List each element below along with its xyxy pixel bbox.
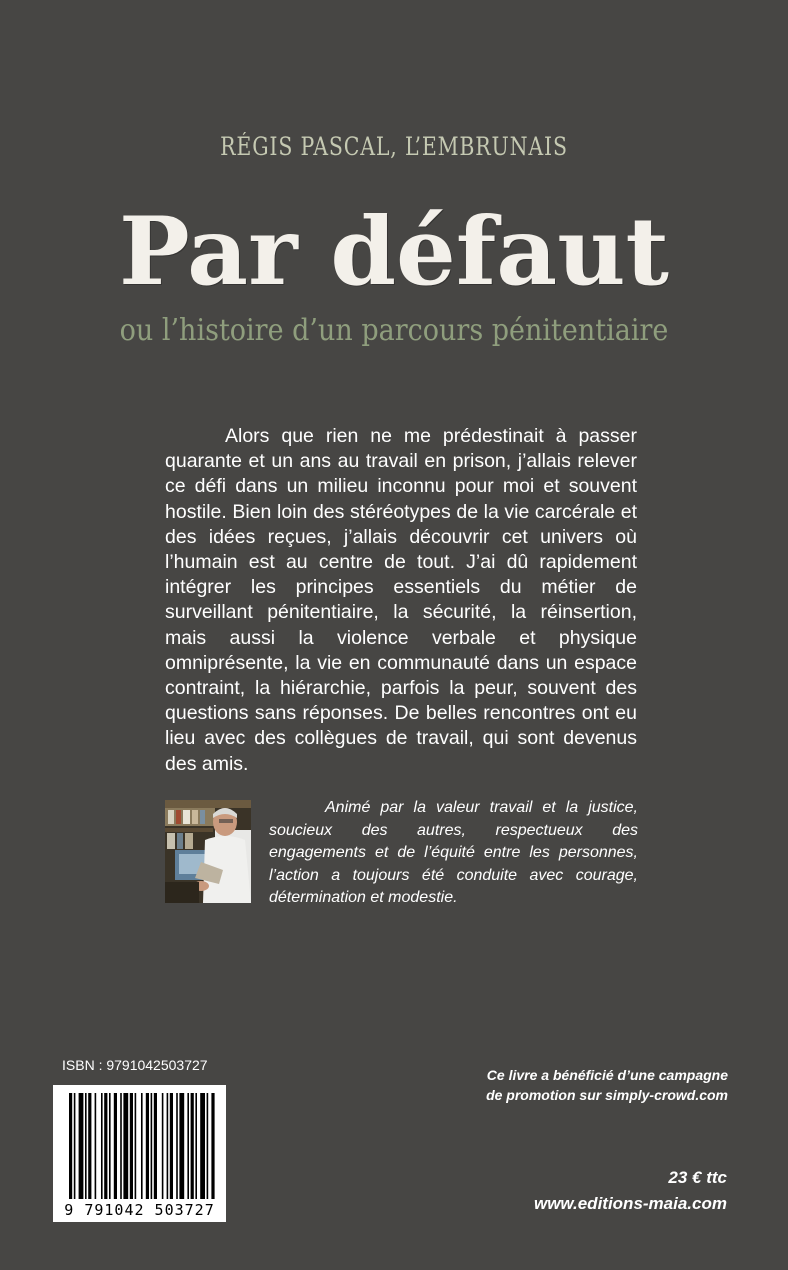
barcode-bar xyxy=(88,1093,91,1199)
barcode-digits: 9 791042 503727 xyxy=(64,1201,215,1219)
barcode-bar xyxy=(69,1093,72,1199)
book-title: Par défaut xyxy=(119,197,669,307)
barcode-bar xyxy=(211,1093,214,1199)
price: 23 € ttc xyxy=(668,1168,727,1187)
promo-text xyxy=(428,1065,728,1105)
barcode-bar xyxy=(109,1093,111,1199)
barcode-bar xyxy=(79,1093,84,1199)
blurb-paragraph: Alors que rien ne me prédestinait à passer quarante et un ans au travail en prison, j’allais relever ce défi dans un milieu inconnu pour moi et souvent hostile. Bien loin des stéréotypes de la vie carcérale et des idées reçues, j’allais découvrir cet univers où l’humain est au centre de tout. J’ai dû rapidement intégrer les principes essentiels du métier de surveillant pénitentiaire, la sécurité, la réinsertion, mais aussi la violence verbale et physique omniprésente, la vie en communauté dans un espace contraint, la hiérarchie, parfois la peur, souvent des questions sans réponses. De belles rencontres ont eu lieu avec des collègues de travail, qui sont devenus des amis. xyxy=(165,425,637,775)
author-bio: Animé par la valeur travail et la justice, soucieux des autres, respectueux des engagements et de l’équité entre les personnes, l’action a toujours été conduite avec courage, détermination et modestie. xyxy=(269,799,638,906)
barcode xyxy=(53,1085,226,1222)
barcode-bar xyxy=(74,1093,76,1199)
barcode-bar xyxy=(123,1093,128,1199)
barcode-bar xyxy=(141,1093,143,1199)
barcode-bar xyxy=(176,1093,178,1199)
publisher-website: www.editions-maia.com xyxy=(533,1194,727,1213)
barcode-bar xyxy=(195,1093,197,1199)
barcode-bars xyxy=(69,1093,215,1199)
barcode-bar xyxy=(179,1093,184,1199)
barcode-bar xyxy=(200,1093,205,1199)
isbn-label: ISBN : 9791042503727 xyxy=(62,1057,208,1073)
barcode-bar xyxy=(170,1093,173,1199)
barcode-bar xyxy=(162,1093,164,1199)
barcode-bar xyxy=(167,1093,169,1199)
barcode-bar xyxy=(120,1093,122,1199)
barcode-bar xyxy=(101,1093,103,1199)
barcode-bar xyxy=(104,1093,107,1199)
promo-line-2: de promotion sur simply-crowd.com xyxy=(486,1087,728,1103)
barcode-bar xyxy=(207,1093,209,1199)
author-name: RÉGIS PASCAL, L’EMBRUNAIS xyxy=(220,132,568,161)
barcode-bar xyxy=(187,1093,189,1199)
barcode-bar xyxy=(154,1093,157,1199)
barcode-bar xyxy=(85,1093,87,1199)
promo-line-1: Ce livre a bénéficié d’une campagne xyxy=(486,1067,728,1083)
book-subtitle: ou l’histoire d’un parcours pénitentiaire xyxy=(119,313,669,348)
barcode-bar xyxy=(146,1093,149,1199)
barcode-bar xyxy=(114,1093,117,1199)
author-photo xyxy=(165,800,251,903)
barcode-bar xyxy=(191,1093,194,1199)
barcode-bar xyxy=(130,1093,133,1199)
barcode-bar xyxy=(135,1093,137,1199)
barcode-bar xyxy=(151,1093,153,1199)
barcode-bar xyxy=(95,1093,97,1199)
